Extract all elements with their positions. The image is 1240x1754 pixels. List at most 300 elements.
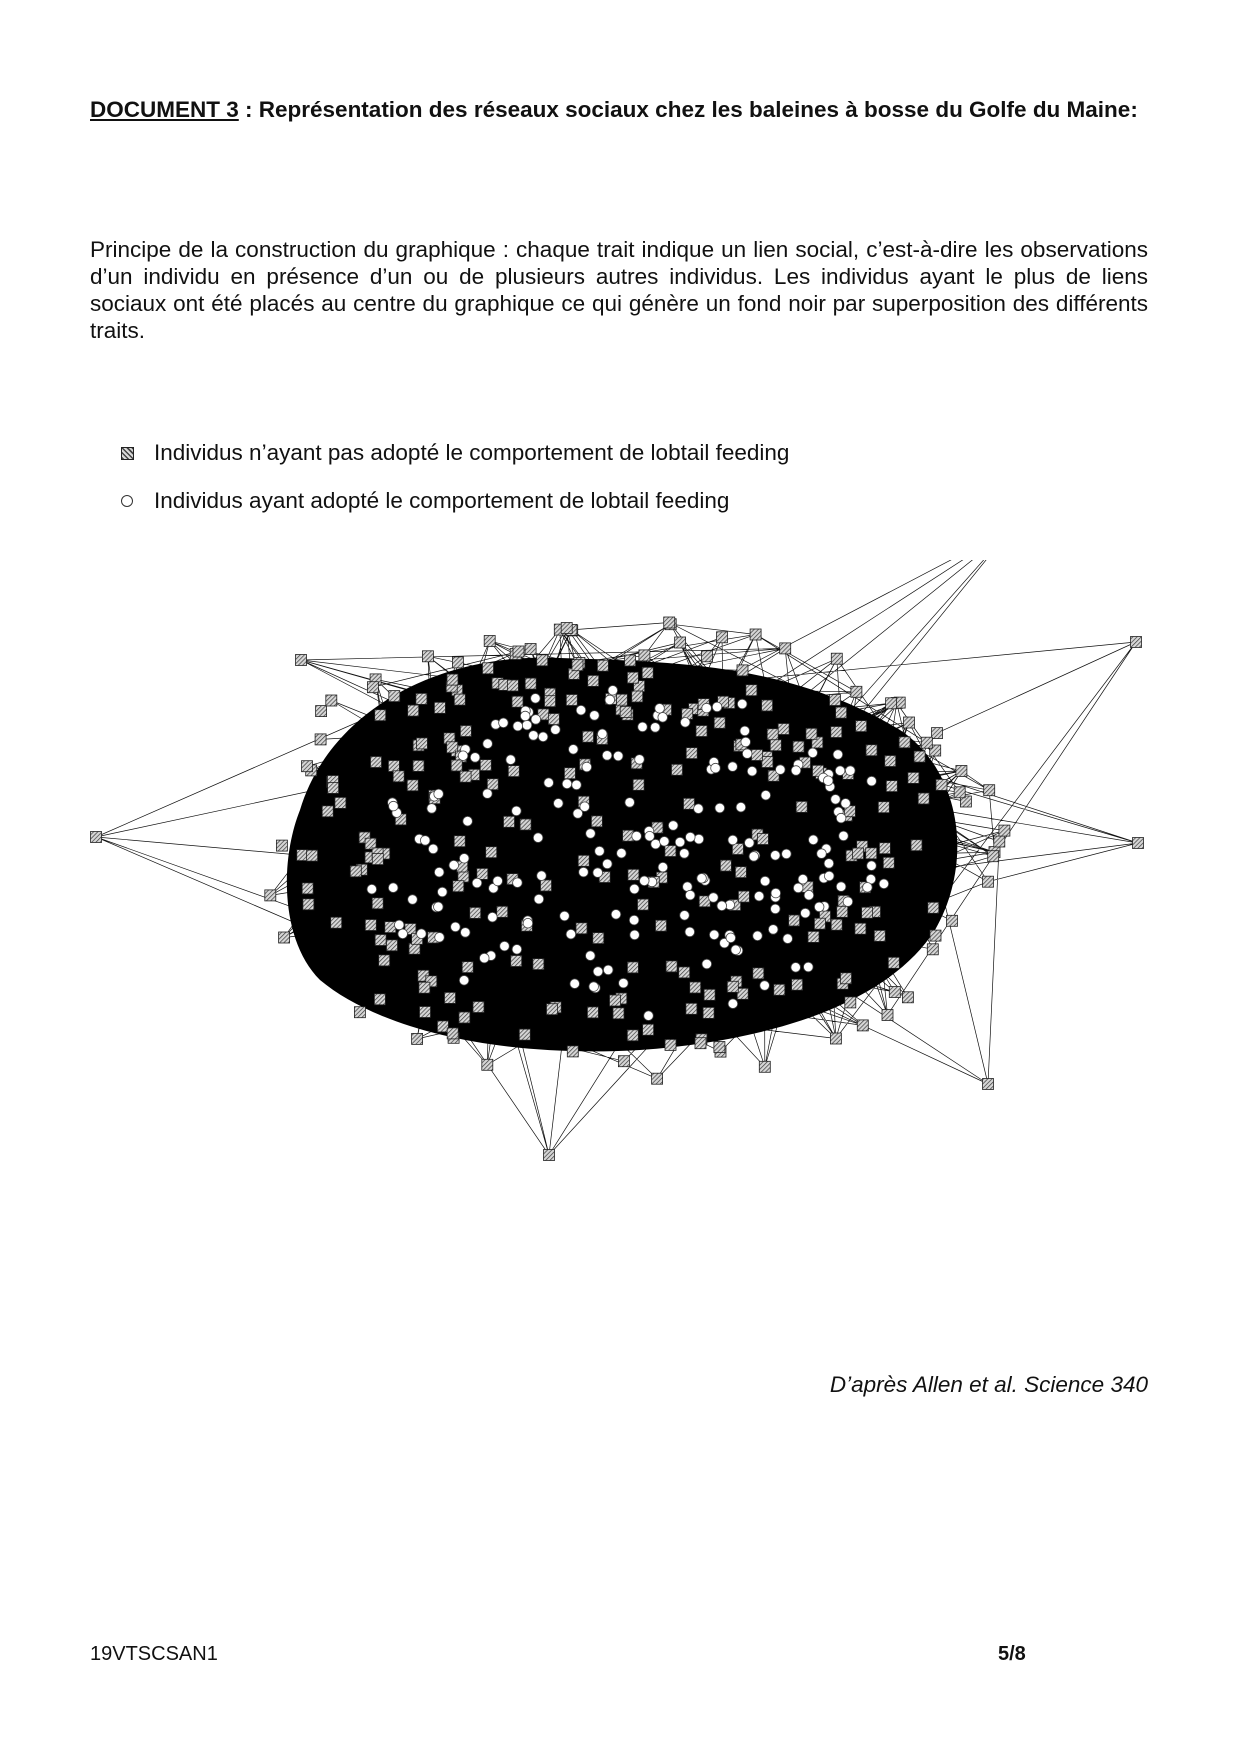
adopter-node [771,888,781,898]
adopter-node [737,699,747,709]
non-adopter-node [454,836,465,847]
non-adopter-node [422,651,433,662]
non-adopter-node [902,992,913,1003]
non-adopter-node [735,867,746,878]
non-adopter-node [545,696,556,707]
non-adopter-node [407,780,418,791]
adopter-node [605,695,615,705]
adopter-node [833,750,843,760]
non-adopter-node [616,694,627,705]
non-adopter-node [326,695,337,706]
legend-label-non-adopters: Individus n’ayant pas adopté le comportement de lobtail feeding [154,440,790,465]
non-adopter-node [796,801,807,812]
adopter-node [879,879,889,889]
non-adopter-node [714,1042,725,1053]
adopter-node [771,904,781,914]
adopter-node [843,897,853,907]
non-adopter-node [372,898,383,909]
non-adopter-node [675,637,686,648]
non-adopter-node [365,920,376,931]
non-adopter-node [702,651,713,662]
non-adopter-node [302,761,313,772]
non-adopter-node [732,844,743,855]
non-adopter-node [453,881,464,892]
non-adopter-node [717,632,728,643]
legend-item-non-adopters [120,439,789,467]
non-adopter-node [643,1024,654,1035]
non-adopter-node [618,1056,629,1067]
non-adopter-node [393,771,404,782]
non-adopter-node [874,930,885,941]
adopter-node [709,930,719,940]
adopter-node [470,753,480,763]
non-adopter-node [886,781,897,792]
adopter-node [367,884,377,894]
non-adopter-node [808,931,819,942]
adopter-node [728,999,738,1009]
non-adopter-node [328,782,339,793]
document-label: DOCUMENT 3 [90,97,239,122]
adopter-node [728,762,738,772]
non-adopter-node [434,702,445,713]
non-adopter-node [547,1004,558,1015]
non-adopter-node [627,962,638,973]
non-adopter-node [853,848,864,859]
adopter-node [483,789,493,799]
non-adopter-node [486,847,497,858]
non-adopter-node [520,819,531,830]
adopter-node [435,933,445,943]
adopter-node [638,722,648,732]
legend-item-adopters [120,487,729,515]
adopter-node [658,862,668,872]
adopter-node [836,882,846,892]
non-adopter-node [511,956,522,967]
non-adopter-node [477,868,488,879]
adopter-node [389,801,399,811]
adopter-node [798,874,808,884]
adopter-node [702,703,712,713]
adopter-node [754,891,764,901]
non-adopter-node [908,772,919,783]
adopter-node [680,718,690,728]
adopter-node [645,831,655,841]
adopter-node [408,895,418,905]
non-adopter-node [525,644,536,655]
non-adopter-node [886,698,897,709]
adopter-node [742,749,752,759]
non-adopter-node [831,653,842,664]
non-adopter-node [331,917,342,928]
non-adopter-node [983,876,994,887]
non-adopter-node [576,923,587,934]
non-adopter-node [814,918,825,929]
non-adopter-node [315,734,326,745]
non-adopter-node [412,1033,423,1044]
non-adopter-node [541,880,552,891]
adopter-node [771,851,781,861]
non-adopter-node [578,855,589,866]
adopter-node [697,874,707,884]
adopter-node [768,925,778,935]
non-adopter-node [508,766,519,777]
adopter-node [760,981,770,991]
adopter-node [560,911,570,921]
non-adopter-node [918,793,929,804]
non-adopter-node [480,760,491,771]
adopter-node [388,883,398,893]
non-adopter-node [497,906,508,917]
adopter-node [630,884,640,894]
non-adopter-node [759,1061,770,1072]
non-adopter-node [837,906,848,917]
adopter-node [867,776,877,786]
social-network-graph [0,560,1240,1320]
adopter-node [712,702,722,712]
non-adopter-node [845,997,856,1008]
non-adopter-node [470,907,481,918]
non-adopter-node [408,705,419,716]
adopter-node [586,829,596,839]
non-adopter-node [914,751,925,762]
adopter-node [434,867,444,877]
adopter-node [586,951,596,961]
adopter-node [726,933,736,943]
adopter-node [630,930,640,940]
adopter-node [836,813,846,823]
adopter-node [579,867,589,877]
non-adopter-node [690,982,701,993]
non-adopter-node [420,1007,431,1018]
adopter-node [760,876,770,886]
adopter-node [608,686,618,696]
adopter-node [593,967,603,977]
non-adopter-node [513,646,524,657]
source-citation: D’après Allen et al. Science 340 [829,1372,1148,1397]
non-adopter-node [473,1002,484,1013]
adopter-node [493,876,503,886]
adopter-node [632,831,642,841]
non-adopter-node [296,655,307,666]
adopter-node [685,890,695,900]
adopter-node [602,751,612,761]
non-adopter-node [752,750,763,761]
non-adopter-node [888,957,899,968]
adopter-node [619,978,629,988]
non-adopter-node [451,760,462,771]
adopter-node [831,795,841,805]
non-adopter-node [904,717,915,728]
adopter-node [694,804,704,814]
adopter-node [554,799,564,809]
non-adopter-node [841,973,852,984]
adopter-node [459,854,469,864]
adopter-node [791,766,801,776]
adopter-node [804,962,814,972]
non-adopter-node [567,1046,578,1057]
adopter-node [398,929,408,939]
construction-principle-paragraph: Principe de la construction du graphique : chaque trait indique un lien social, c’est-à-dire les observations d’un individu en présence d’un ou de plusieurs autres individus. Les individus ayant le plus de liens sociaux ont été placés au centre du graphique ce qui génère un fond noir par superposition des différents traits. [90,237,1148,343]
non-adopter-node [371,757,382,768]
adopter-node [417,929,427,939]
adopter-node [449,860,459,870]
non-adopter-node [276,840,287,851]
adopter-node [576,705,586,715]
adopter-node [566,929,576,939]
non-adopter-node [587,1007,598,1018]
non-adopter-node [459,1012,470,1023]
adopter-node [562,779,572,789]
non-adopter-node [762,757,773,768]
non-adopter-node [483,663,494,674]
non-adopter-node [999,825,1010,836]
non-adopter-node [537,655,548,666]
non-adopter-node [665,1039,676,1050]
adopter-node [824,871,834,881]
adopter-node [782,849,792,859]
adopter-node [512,806,522,816]
adopter-node [461,928,471,938]
adopter-node [793,883,803,893]
non-adopter-node [988,851,999,862]
non-adopter-node [862,907,873,918]
non-adopter-node [388,761,399,772]
non-adopter-node [878,802,889,813]
page-number: 5/8 [998,1643,1026,1665]
adopter-node [434,902,444,912]
non-adopter-node [738,891,749,902]
adopter-node [611,910,621,920]
adopter-node [747,766,757,776]
non-adopter-node [544,1150,555,1161]
non-adopter-node [302,883,313,894]
footer-code: 19VTSCSAN1 [90,1643,218,1665]
adopter-node [625,798,635,808]
adopter-node [686,832,696,842]
adopter-node [823,776,833,786]
non-adopter-node [374,994,385,1005]
adopter-node [715,803,725,813]
adopter-node [801,908,811,918]
adopter-node [761,790,771,800]
adopter-node [428,844,438,854]
adopter-node [394,920,404,930]
adopter-node [650,723,660,733]
non-adopter-node [447,674,458,685]
non-adopter-node [830,695,841,706]
adopter-node [572,780,582,790]
non-adopter-node [482,1059,493,1070]
non-adopter-node [774,984,785,995]
adopter-node [459,976,469,986]
non-adopter-node [375,935,386,946]
non-adopter-node [385,922,396,933]
non-adopter-node [487,779,498,790]
non-adopter-node [836,707,847,718]
adopter-node [603,859,613,869]
adopter-node [749,852,759,862]
adopter-node [531,715,541,725]
adopter-node [835,766,845,776]
adopter-node [427,804,437,814]
non-adopter-node [591,816,602,827]
non-adopter-node [561,623,572,634]
non-adopter-node [639,650,650,661]
adopter-node [593,868,603,878]
adopter-node [863,883,873,893]
non-adopter-node [452,657,463,668]
non-adopter-node [666,961,677,972]
adopter-node [533,833,543,843]
non-adopter-node [936,779,947,790]
non-adopter-node [454,694,465,705]
non-adopter-node [947,915,958,926]
adopter-node [488,912,498,922]
adopter-node [867,861,877,871]
non-adopter-node [416,738,427,749]
non-adopter-node [686,748,697,759]
non-adopter-node [447,1028,458,1039]
adopter-node [598,729,608,739]
adopter-node [814,902,824,912]
non-adopter-node [583,731,594,742]
adopter-node [544,778,554,788]
adopter-node [740,726,750,736]
non-adopter-node [303,899,314,910]
non-adopter-node [307,850,318,861]
adopter-node [709,893,719,903]
adopter-node [499,718,509,728]
non-adopter-node [613,1008,624,1019]
non-adopter-node [548,714,559,725]
adopter-node [506,755,516,765]
non-adopter-node [507,680,518,691]
non-adopter-node [665,846,676,857]
non-adopter-node [484,636,495,647]
non-adopter-node [831,919,842,930]
adopter-node [783,934,793,944]
adopter-node [629,915,639,925]
adopter-node [644,1011,654,1021]
adopter-node [753,931,763,941]
non-adopter-node [379,955,390,966]
non-adopter-node [460,771,471,782]
non-adopter-node [857,1020,868,1031]
adopter-node [520,711,530,721]
non-adopter-node [927,944,938,955]
adopter-node [472,878,482,888]
adopter-node [776,765,786,775]
adopter-node [841,799,851,809]
non-adopter-node [627,1030,638,1041]
non-adopter-node [780,643,791,654]
document-title [90,94,1148,125]
adopter-node [617,848,627,858]
document-title-text: : Représentation des réseaux sociaux chez les baleines à bosse du Golfe du Maine: [238,97,1138,122]
non-adopter-node [921,737,932,748]
non-adopter-node [656,920,667,931]
adopter-node [451,922,461,932]
non-adopter-node [750,629,761,640]
adopter-node [824,859,834,869]
adopter-node [500,941,510,951]
non-adopter-node [856,721,867,732]
non-adopter-node [770,740,781,751]
adopter-node [512,945,522,955]
non-adopter-node [851,686,862,697]
non-adopter-node [633,779,644,790]
adopter-node [463,816,473,826]
open-circle-icon [121,495,133,507]
non-adopter-node [789,915,800,926]
adopter-node [839,831,849,841]
non-adopter-node [792,979,803,990]
non-adopter-node [610,995,621,1006]
non-adopter-node [416,693,427,704]
adopter-node [537,871,547,881]
adopter-node [523,918,533,928]
adopter-node [569,745,579,755]
non-adopter-node [445,992,456,1003]
adopter-node [846,766,856,776]
non-adopter-node [638,899,649,910]
adopter-node [680,849,690,859]
non-adopter-node [703,1007,714,1018]
non-adopter-node [462,962,473,973]
non-adopter-node [1131,637,1142,648]
non-adopter-node [866,745,877,756]
adopter-node [635,755,645,765]
adopter-node [804,890,814,900]
non-adopter-node [911,840,922,851]
non-adopter-node [899,737,910,748]
non-adopter-node [375,710,386,721]
non-adopter-node [672,764,683,775]
non-adopter-node [956,766,967,777]
non-adopter-node [642,667,653,678]
adopter-node [590,711,600,721]
non-adopter-node [762,700,773,711]
adopter-node [694,834,704,844]
adopter-node [538,732,548,742]
non-adopter-node [335,797,346,808]
adopter-node [651,839,661,849]
non-adopter-node [885,756,896,767]
non-adopter-node [322,806,333,817]
non-adopter-node [954,787,965,798]
non-adopter-node [564,768,575,779]
non-adopter-node [883,857,894,868]
non-adopter-node [753,968,764,979]
adopter-node [582,762,592,772]
non-adopter-node [746,685,757,696]
adopter-node [483,739,493,749]
non-adopter-node [620,706,631,717]
non-adopter-node [704,989,715,1000]
non-adopter-node [525,678,536,689]
non-adopter-node [632,691,643,702]
non-adopter-node [652,1073,663,1084]
non-adopter-node [279,932,290,943]
adopter-node [480,953,490,963]
non-adopter-node [737,665,748,676]
adopter-node [534,894,544,904]
adopter-node [640,876,650,886]
non-adopter-node [627,672,638,683]
adopter-node [570,979,580,989]
adopter-node [728,835,738,845]
legend-label-adopters: Individus ayant adopté le comportement de lobtail feeding [154,488,730,513]
